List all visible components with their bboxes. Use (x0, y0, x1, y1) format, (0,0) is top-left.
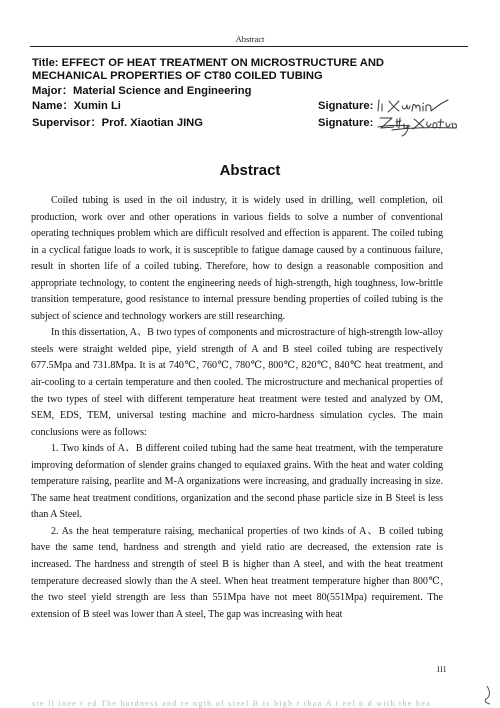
supervisor-handwritten-signature (376, 114, 458, 138)
supervisor-signature-label: Signature: (318, 117, 374, 129)
abstract-paragraph: Coiled tubing is used in the oil industry, it is widely used in drilling, well completion, oil production, work over and other operations in various fields to solve a number of conventional operating techniques problem which are difficult resolved and effection is apparent. The coiled tubing in a cyclical fatigue loads to work, it is susceptible to fatigue damage caused by a continuous failure, result in shorten life of a coiled tubing. Therefore, how to design a reasonable composition and appropriate technology, to content the engineering needs of high-strength, high toughness, low-brittle transition temperature, good resistance to internal pressure bending properties of coiled tubing is the subject of science and technology workers are still researching. (31, 195, 443, 322)
major-line: Major：Material Science and Engineering (32, 85, 252, 97)
abstract-paragraph: In this dissertation, A、B two types of components and microstracture of high-strength low-alloy steels were straight welded pipe, yield strength of A and B steel coiled tubing are respectively 677.5Mpa and 731.8Mpa. It is at 740℃, 760℃, 780℃, 800℃, 820℃, 840℃ heat treatment, and air-cooling to a certain temperature and then cooled. The microstructure and mechanical properties of the two types of steel with different temperature heat treatment were tested and analyzed by OM, SEM, EDS, TEM, universal testing machine and micro-hardness simulation cycles. The main conclusions were as follows: (31, 327, 443, 438)
abstract-paragraph: 1. Two kinds of A、B different coiled tubing had the same heat treatment, with the temperature improving deformation of slender grains changed to equiaxed grains. With the heat and water colding temperature raising, pearlite and M-A organizations were increasing, and gradually increasing in size. The same heat treatment conditions, organization and the second phase particle size in B Steel is less than A Steel. (31, 443, 443, 521)
corner-scan-mark (481, 684, 495, 706)
author-signature-label: Signature: (318, 100, 374, 112)
running-head: Abstract (235, 34, 265, 44)
bleed-through-text: ste ll inee r ed The hardness and re ngth of steel B is high r than A t eel n d with the hea (32, 699, 431, 708)
abstract-paragraph: 2. As the heat temperature raising, mechanical properties of two kinds of A、B coiled tubing have the same tend, hardness and strength and yield ratio are decreased, the extension rate is increased. The hardness and strength of steel B is higher than A steel, and with the heat treatment temperature decreased slowly than the A steel. When heat treatment temperature higher than 800℃, the two steel yield strength are less than 551Mpa have not meet 80(551Mpa) requirement. The extension of B steel was lower than A steel, The gap was increasing with heat (31, 525, 443, 620)
supervisor-signature (318, 117, 373, 130)
abstract-heading: Abstract (219, 162, 281, 179)
thesis-title-line-1: Title: EFFECT OF HEAT TREATMENT ON MICROSTRUCTURE AND (32, 57, 384, 69)
author-name-line: Name：Xumin Li (32, 100, 121, 112)
page-number: III (437, 665, 447, 674)
thesis-title-line-2: MECHANICAL PROPERTIES OF CT80 COILED TUBING (32, 70, 323, 82)
header-rule (30, 46, 468, 47)
author-handwritten-signature (376, 97, 458, 115)
author-signature (318, 100, 373, 113)
abstract-body (31, 193, 443, 623)
supervisor-line: Supervisor：Prof. Xiaotian JING (32, 117, 203, 129)
